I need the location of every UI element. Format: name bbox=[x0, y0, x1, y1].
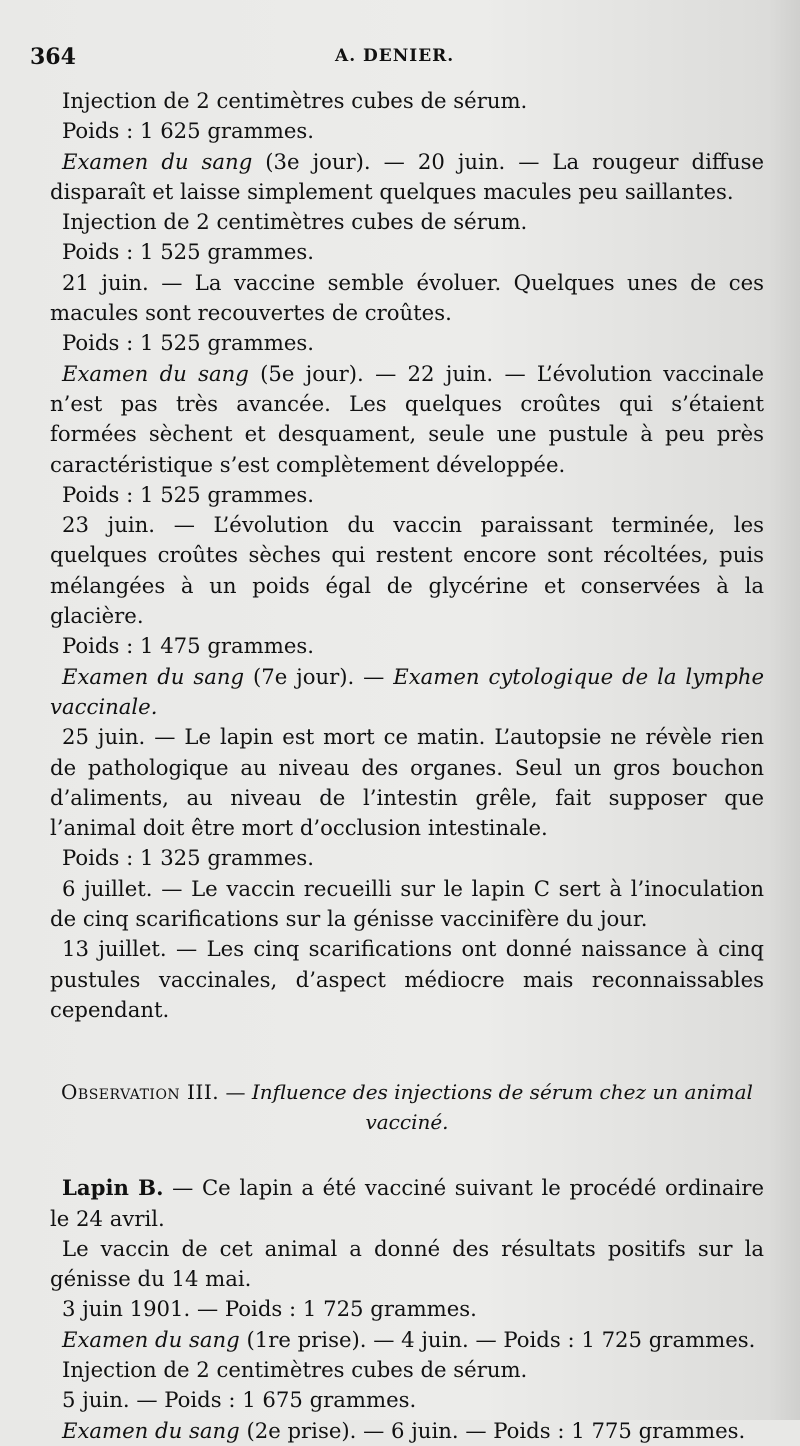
page-number: 364 bbox=[30, 44, 76, 70]
running-head: A. DENIER. bbox=[335, 46, 455, 66]
paragraph: Examen du sang (7e jour). — Examen cytologique de la lymphe vaccinale. bbox=[50, 663, 764, 719]
paragraph: Injection de 2 centimètres cubes de sérum. bbox=[62, 1356, 528, 1382]
page-body bbox=[50, 86, 764, 1446]
paragraph: Injection de 2 centimètres cubes de sérum. bbox=[62, 88, 528, 113]
paragraph: 13 juillet. — Les cinq scarifications ont donné naissance à cinq pustules vaccinales, d’aspect médiocre mais reconnaissables cependant. bbox=[50, 936, 764, 1022]
paragraph: Poids : 1 525 grammes. bbox=[62, 481, 315, 507]
paragraph: 5 juin. — Poids : 1 675 grammes. bbox=[62, 1387, 417, 1413]
paragraph: Le vaccin de cet animal a donné des résultats positifs sur la génisse du 14 mai. bbox=[50, 1235, 764, 1292]
observation-heading: Observation III. — Influence des injections de sérum chez un animal vacciné. bbox=[61, 1080, 753, 1135]
paragraph: Poids : 1 475 grammes. bbox=[62, 633, 315, 659]
page-header bbox=[30, 44, 760, 74]
paragraph: Lapin B. — Ce lapin a été vacciné suivant le procédé ordinaire le 24 avril. bbox=[50, 1175, 764, 1231]
paragraph: 25 juin. — Le lapin est mort ce matin. L’autopsie ne révèle rien de pathologique au niveau des organes. Seul un gros bouchon d’aliments, au niveau de l’intestin grêle, fait supposer que l’animal doit être mort d’occlusion intestinale. bbox=[50, 724, 764, 841]
paragraph: 6 juillet. — Le vaccin recueilli sur le lapin C sert à l’inoculation de cinq scarifications sur la génisse vaccinifère du jour. bbox=[50, 875, 764, 932]
paragraph: Poids : 1 325 grammes. bbox=[62, 845, 315, 871]
observation-label: Observation III. bbox=[61, 1080, 220, 1105]
subject-label: Lapin B. bbox=[62, 1175, 164, 1201]
paragraph: Examen du sang (3e jour). — 20 juin. — La rougeur diffuse disparaît et laisse simplement quelques macules peu saillantes. bbox=[50, 148, 764, 204]
paragraph: Examen du sang (1re prise). — 4 juin. — Poids : 1 725 grammes. bbox=[62, 1326, 756, 1352]
paragraph: 21 juin. — La vaccine semble évoluer. Quelques unes de ces macules sont recouvertes de croûtes. bbox=[50, 269, 764, 326]
observation-title: Influence des injections de sérum chez un animal vacciné. bbox=[251, 1080, 753, 1135]
paragraph: Examen du sang (5e jour). — 22 juin. — L’évolution vaccinale n’est pas très avancée. Les quelques croûtes qui s’étaient formées sèchent et desquament, seule une pustule à peu près caractéristique s’est complètement développée. bbox=[50, 360, 765, 477]
paragraph: Poids : 1 525 grammes. bbox=[62, 330, 315, 356]
paragraph: 3 juin 1901. — Poids : 1 725 grammes. bbox=[62, 1296, 477, 1322]
paragraph: 23 juin. — L’évolution du vaccin paraissant terminée, les quelques croûtes sèches qui restent encore sont récoltées, puis mélangées à un poids égal de glycérine et conservées à la glacière. bbox=[50, 512, 764, 629]
paragraph: Poids : 1 525 grammes. bbox=[62, 239, 315, 265]
paragraph: Injection de 2 centimètres cubes de sérum. bbox=[62, 209, 528, 235]
paragraph: Poids : 1 625 grammes. bbox=[62, 118, 315, 144]
paragraph: Examen du sang (2e prise). — 6 juin. — Poids : 1 775 grammes. bbox=[62, 1417, 746, 1443]
